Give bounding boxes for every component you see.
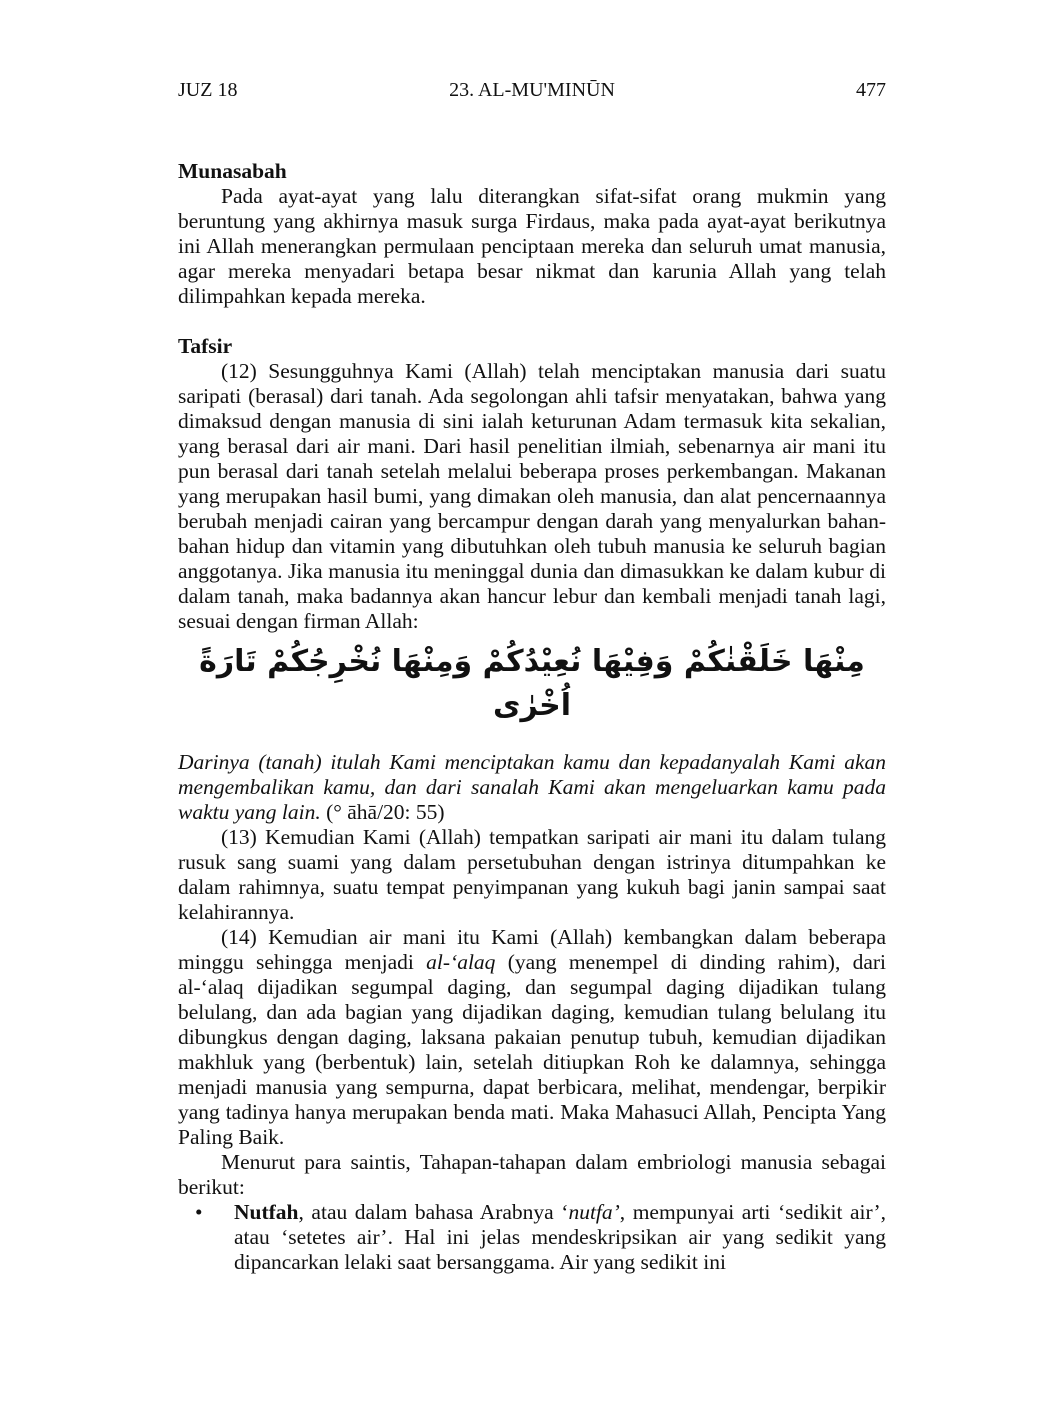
header-surah-title: 23. AL-MU'MINŪN — [449, 79, 615, 101]
bullet-arabic-term: nutfa’ — [568, 1200, 620, 1224]
para14-text-b: (yang menempel di dinding rahim), dari al-‘alaq dijadikan segumpal daging, dan segumpal daging dijadikan tulang belulang, dan ada bagian yang dijadikan daging, kemudian tulang belulang itu dibungkus dengan daging, laksana pakaian penutup tubuh, kemudian dijadikan makhluk yang (berbentuk) lain, setelah ditiupkan Roh ke dalamnya, sehingga menjadi manusia yang sempurna, dapat berbicara, melihat, mendengar, berpikir yang tadinya hanya merupakan benda mati. Maka Mahasuci Allah, Pencipta Yang Paling Baik. — [178, 950, 886, 1149]
tafsir-heading: Tafsir — [178, 334, 233, 358]
saintis-paragraph: Menurut para saintis, Tahapan-tahapan dalam embriologi manusia sebagai berikut: — [178, 1150, 886, 1199]
page-body — [178, 159, 886, 1275]
header-juz: JUZ 18 — [178, 79, 238, 101]
tafsir-paragraph-13: (13) Kemudian Kami (Allah) tempatkan saripati air mani itu dalam tulang rusuk sang suami yang dalam persetubuhan dengan istrinya ditumpahkan ke dalam rahimnya, suatu tempat penyimpanan yang kukuh bagi janin sampai saat kelahirannya. — [178, 825, 886, 924]
para14-text-a: (14) Kemudian air mani itu Kami (Allah) kembangkan dalam beberapa minggu sehingga menjadi — [178, 925, 886, 974]
bullet-text-a: , atau dalam bahasa Arabnya ‘ — [298, 1200, 569, 1224]
header-page-number: 477 — [856, 79, 886, 101]
section-gap — [178, 309, 886, 334]
bullet-term: Nutfah — [234, 1200, 299, 1224]
embryology-list — [178, 1200, 886, 1275]
page-header — [178, 78, 886, 104]
munasabah-paragraph: Pada ayat-ayat yang lalu diterangkan sifat-sifat orang mukmin yang beruntung yang akhirnya masuk surga Firdaus, maka pada ayat-ayat berikutnya ini Allah menerangkan permulaan penciptaan mereka dan seluruh umat manusia, agar mereka menyadari betapa besar nikmat dan karunia Allah yang telah dilimpahkan kepada mereka. — [178, 184, 886, 308]
bullet-icon: • — [195, 1200, 203, 1224]
munasabah-heading: Munasabah — [178, 159, 287, 183]
tafsir-paragraph-14 — [178, 925, 886, 1150]
list-item — [178, 1200, 886, 1275]
para14-term: al-‘alaq — [426, 950, 496, 974]
translation-reference: (° āhā/20: 55) — [320, 800, 445, 824]
tafsir-paragraph-12: (12) Sesungguhnya Kami (Allah) telah menciptakan manusia dari suatu saripati (berasal) dari tanah. Ada segolongan ahli tafsir menyatakan, bahwa yang dimaksud dengan manusia di sini ialah keturunan Adam termasuk kita sekalian, yang berasal dari air mani. Dari hasil penelitian ilmiah, sebenarnya air mani itu pun berasal dari tanah setelah melalui beberapa proses perkembangan. Makanan yang merupakan hasil bumi, yang dimakan oleh manusia, dan alat pencernaannya berubah menjadi cairan yang bercampur dengan darah yang menyalurkan bahan-bahan hidup dan vitamin yang dibutuhkan oleh tubuh manusia ke seluruh bagian anggotanya. Jika manusia itu meninggal dunia dan dimasukkan ke dalam kubur di dalam tanah, maka badannya akan hancur lebur dan kembali menjadi tanah lagi, sesuai dengan firman Allah: — [178, 359, 886, 633]
arabic-verse: مِنْهَا خَلَقْنٰكُمْ وَفِيْهَا نُعِيْدُكُمْ وَمِنْهَا نُخْرِجُكُمْ تَارَةً اُخْرٰى — [199, 644, 865, 723]
translation-text: Darinya (tanah) itulah Kami menciptakan kamu dan kepadanyalah Kami akan mengembalikan kamu, dan dari sanalah Kami akan mengeluarkan kamu pada waktu yang lain. — [178, 750, 886, 824]
verse-translation — [178, 750, 886, 825]
bullet-text-b: , mempunyai arti ‘sedikit air’, atau ‘setetes air’. Hal ini jelas mendeskripsikan air yang sedikit yang dipancarkan lelaki saat bersanggama. Air yang sedikit ini — [234, 1200, 886, 1274]
